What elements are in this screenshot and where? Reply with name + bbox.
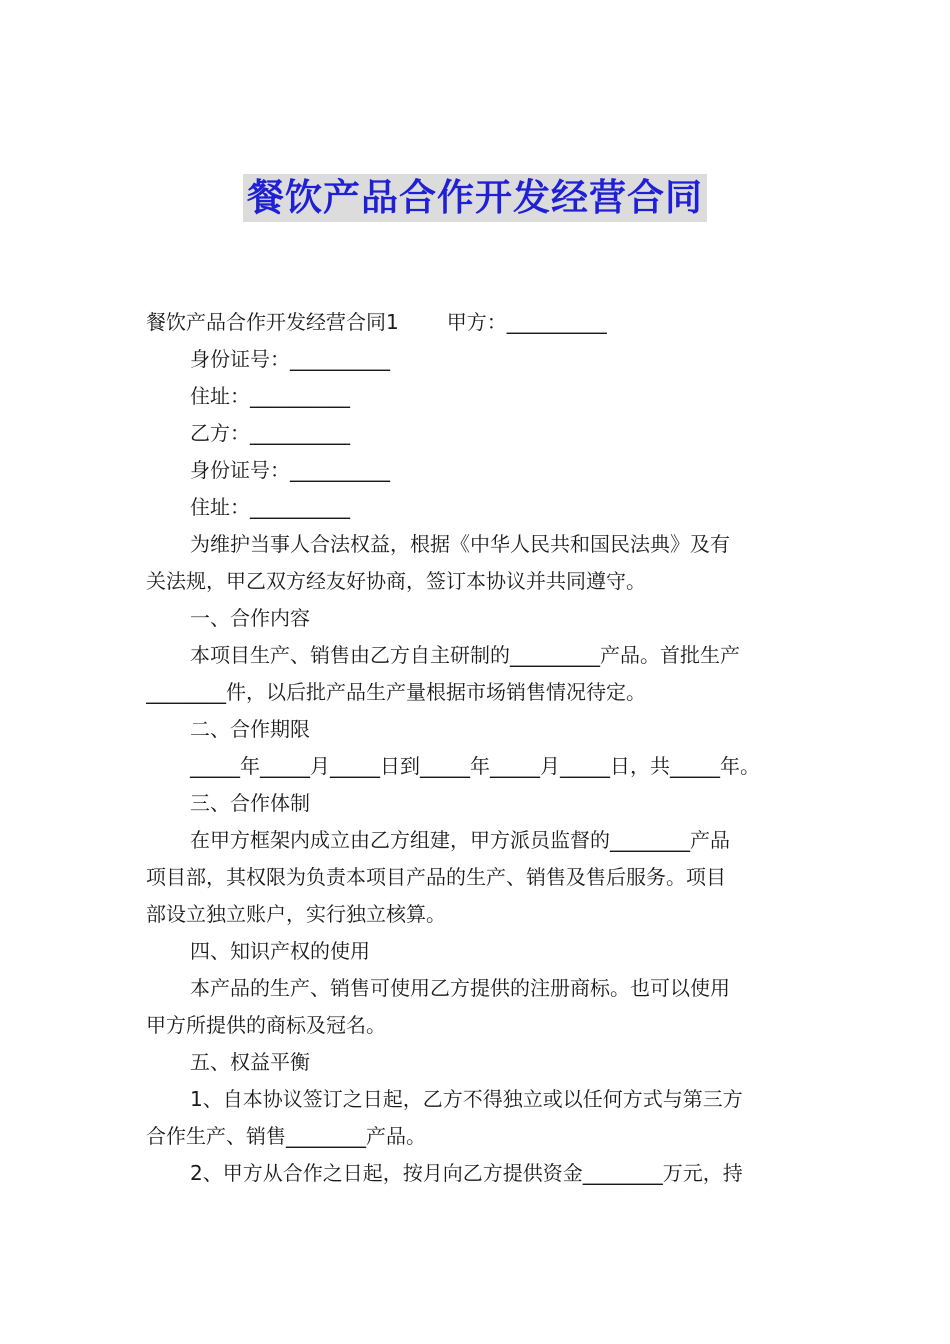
paragraph-line — [146, 489, 811, 526]
paragraph-line — [146, 970, 811, 1007]
document-title: 餐饮产品合作开发经营合同 — [243, 174, 707, 222]
paragraph-line — [146, 415, 811, 452]
paragraph-line — [146, 1081, 811, 1118]
paragraph-line — [146, 711, 811, 748]
paragraph-line — [146, 304, 811, 341]
paragraph-line — [146, 859, 811, 896]
line-text: 部设立独立账户，实行独立核算。 — [146, 902, 446, 926]
line-text: 2、甲方从合作之日起，按月向乙方提供资金________万元，持 — [190, 1161, 743, 1185]
paragraph-line — [146, 452, 811, 489]
paragraph-line — [146, 341, 811, 378]
paragraph-line — [146, 1007, 811, 1044]
line-text: 二、合作期限 — [190, 717, 310, 741]
line-text: ________件，以后批产品生产量根据市场销售情况待定。 — [146, 680, 646, 704]
title-container — [0, 174, 950, 222]
line-text: 本产品的生产、销售可使用乙方提供的注册商标。也可以使用 — [190, 976, 730, 1000]
line-text: 五、权益平衡 — [190, 1050, 310, 1074]
line-text: 身份证号：__________ — [190, 347, 390, 371]
paragraph-line — [146, 600, 811, 637]
paragraph-line — [146, 1044, 811, 1081]
line-text: 一、合作内容 — [190, 606, 310, 630]
paragraph-line — [146, 896, 811, 933]
paragraph-line — [146, 1118, 811, 1155]
line-text: 1、自本协议签订之日起，乙方不得独立或以任何方式与第三方 — [190, 1087, 743, 1111]
line-text: 合作生产、销售________产品。 — [146, 1124, 426, 1148]
paragraph-line — [146, 933, 811, 970]
paragraph-line — [146, 526, 811, 563]
line-text: 三、合作体制 — [190, 791, 310, 815]
line-text: 为维护当事人合法权益，根据《中华人民共和国民法典》及有 — [190, 532, 730, 556]
paragraph-line — [146, 1155, 811, 1192]
line-text: 住址：__________ — [190, 495, 350, 519]
line-text: 本项目生产、销售由乙方自主研制的_________产品。首批生产 — [190, 643, 740, 667]
paragraph-line — [146, 822, 811, 859]
paragraph-line — [146, 785, 811, 822]
line-text: 餐饮产品合作开发经营合同1 — [146, 310, 399, 334]
party-a-label: 甲方：__________ — [446, 310, 607, 334]
document-body — [146, 304, 811, 1192]
line-text: _____年_____月_____日到_____年_____月_____日，共_____年。 — [190, 754, 760, 778]
paragraph-line — [146, 563, 811, 600]
line-text: 四、知识产权的使用 — [190, 939, 370, 963]
paragraph-line — [146, 748, 811, 785]
line-text: 住址：__________ — [190, 384, 350, 408]
paragraph-line — [146, 378, 811, 415]
line-text: 关法规，甲乙双方经友好协商，签订本协议并共同遵守。 — [146, 569, 646, 593]
paragraph-line — [146, 674, 811, 711]
paragraph-line — [146, 637, 811, 674]
line-text: 身份证号：__________ — [190, 458, 390, 482]
line-text: 在甲方框架内成立由乙方组建，甲方派员监督的________产品 — [190, 828, 730, 852]
line-text: 项目部，其权限为负责本项目产品的生产、销售及售后服务。项目 — [146, 865, 726, 889]
line-text: 乙方：__________ — [190, 421, 350, 445]
line-text: 甲方所提供的商标及冠名。 — [146, 1013, 386, 1037]
